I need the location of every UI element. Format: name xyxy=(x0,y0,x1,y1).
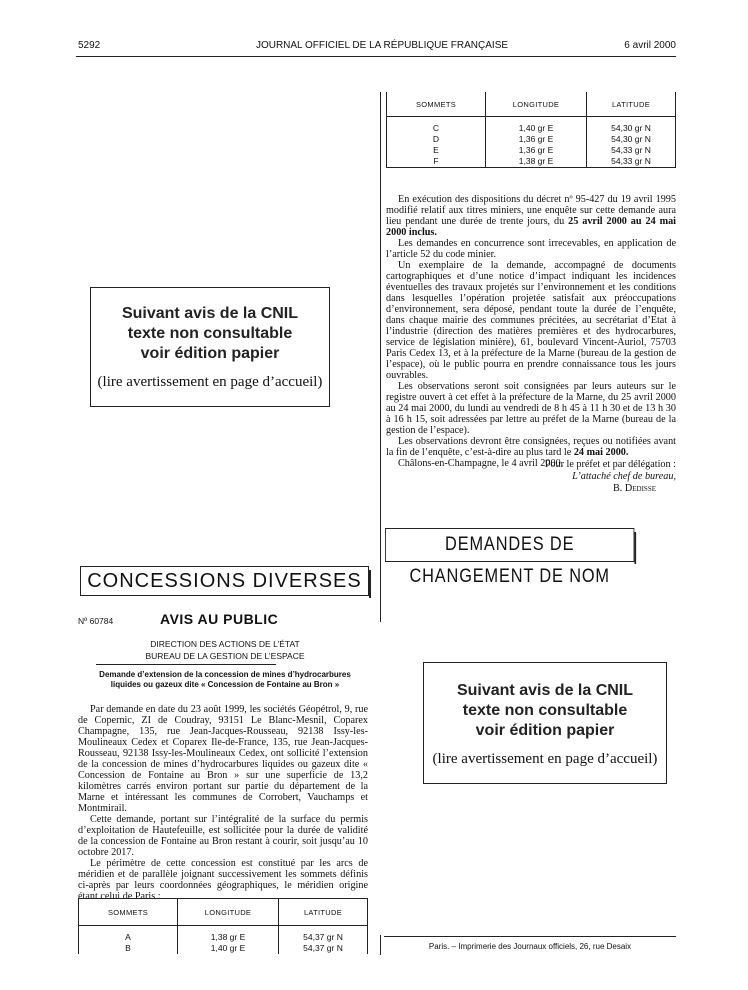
table-row: A 1,38 gr E 54,37 gr N xyxy=(79,932,368,943)
cnil-line-2: texte non consultable xyxy=(127,325,293,342)
section-heading-changement-de-nom: DEMANDES DE CHANGEMENT DE NOM xyxy=(385,528,634,562)
paragraph: Le périmètre de cette concession est constitué par les arcs de méridien et de parallèle joignant successivement les sommets définis ci-après par leurs coordonnées géographiques, le méridien origine étant celui de Paris : xyxy=(78,858,368,902)
paragraph: En exécution des dispositions du décret nº 95-427 du 19 avril 1995 modifié relatif aux titres miniers, une enquête sur cette demande aura lieu pendant une durée de trente jours, du 25 avril 2000 au 24 mai 2000 inclus. xyxy=(386,194,677,238)
cnil-line-1: Suivant avis de la CNIL xyxy=(456,682,634,699)
notice-bureau: BUREAU DE LA GESTION DE L’ESPACE xyxy=(145,651,305,661)
signature-title: L’attaché chef de bureau, xyxy=(572,471,676,482)
demande-text xyxy=(78,704,368,902)
top-coordinates-table xyxy=(386,92,676,168)
paragraph: Par demande en date du 23 août 1999, les sociétés Géopétrol, 9, rue de Copernic, ZI de Coudray, 93151 Le Blanc-Mesnil, Coparex Champagne, 135, rue Jean-Jacques-Rousseau, 92138 Issy-les-Moulineaux Cedex et Coparex Ile-de-France, 135, rue Jean-Jacques-Rousseau, 92138 Issy-les-Moulineaux Cedex, ont sollicité l’extension de la concession de mines d’hydrocarbures liquides ou gazeux dite « Concession de Fontaine au Bron » sur une superficie de 13,2 kilomètres carrés environ portant sur partie du département de la Marne et intéressant les communes de Corrobert, Vauchamps et Montmirail. xyxy=(78,704,368,814)
signature-name: B. Dedisse xyxy=(613,483,656,494)
signature-delegation: Pour le préfet et par délégation : xyxy=(544,459,676,470)
column-divider-bottom xyxy=(380,935,381,955)
cnil-line-3: voir édition papier xyxy=(140,345,280,362)
notice-subject: Demande d’extension de la concession de mines d’hydrocarbures liquides ou gazeux dite « Concession de Fontaine au Bron » xyxy=(99,670,351,689)
imprint: Paris. – Imprimerie des Journaux officiels, 26, rue Desaix xyxy=(428,942,632,951)
table-row: F 1,38 gr E 54,33 gr N xyxy=(387,156,676,168)
cnil-note: (lire avertissement en page d’accueil) xyxy=(432,751,658,767)
paragraph: Les observations seront soit consignées par leurs auteurs sur le registre ouvert à cet effet à la préfecture de la Marne, du 25 avril 2000 au 24 mai 2000, du lundi au vendredi de 8 h 45 à 11 h 30 et de 13 h 30 à 16 h 15, soit adressées par lettre au préfet de la Marne (bureau de la gestion de l’espace). xyxy=(386,381,676,436)
col-header-longitude: LONGITUDE xyxy=(178,899,279,926)
place-date: Châlons-en-Champagne, le 4 avril 2000. xyxy=(398,458,564,469)
notice-number: Nº 60784 xyxy=(78,616,114,626)
paragraph: Un exemplaire de la demande, accompagné de documents cartographiques et d’une notice d’impact indiquant les incidences éventuelles des travaux projetés sur l’environnement et les conditions dans lesquelles l’opération projetée satisfait aux préoccupations d’environnement, sera déposé, pendant toute la durée de l’enquête, dans chaque mairie des communes précitées, au secrétariat d’Etat à l’industrie (direction des matières premières et des hydrocarbures, service de législation minière), 61, boulevard Vincent-Auriol, 75703 Paris Cedex 13, et à la préfecture de la Marne (bureau de la gestion de l’espace), où le public pourra en prendre connaissance tous les jours ouvrables. xyxy=(386,260,676,381)
header-rule xyxy=(76,56,676,57)
page-number: 5292 xyxy=(78,40,101,51)
cnil-line-2: texte non consultable xyxy=(462,702,628,719)
table-row: D 1,36 gr E 54,30 gr N xyxy=(387,134,676,145)
column-divider xyxy=(380,92,381,622)
section-heading-concessions-diverses: CONCESSIONS DIVERSES xyxy=(80,566,369,596)
table-row: B 1,40 gr E 54,37 gr N xyxy=(79,943,368,954)
imprint-rule xyxy=(384,936,676,937)
col-header-sommets: SOMMETS xyxy=(387,92,486,117)
notice-rule xyxy=(96,664,276,665)
cnil-notice-left xyxy=(90,287,330,407)
issue-date: 6 avril 2000 xyxy=(624,40,676,51)
cnil-line-3: voir édition papier xyxy=(475,722,615,739)
notice-title: AVIS AU PUBLIC xyxy=(160,611,279,627)
col-header-latitude: LATITUDE xyxy=(587,92,676,117)
cnil-note: (lire avertissement en page d’accueil) xyxy=(97,374,323,390)
table-row: C 1,40 gr E 54,30 gr N xyxy=(387,123,676,134)
cnil-line-1: Suivant avis de la CNIL xyxy=(121,305,299,322)
col-header-sommets: SOMMETS xyxy=(79,899,178,926)
paragraph: Les observations devront être consignées, reçues ou notifiées avant la fin de l’enquête, c’est-à-dire au plus tard le 24 mai 2000. xyxy=(386,436,676,458)
cnil-notice-right xyxy=(423,662,667,784)
paragraph: Les demandes en concurrence sont irrecevables, en application de l’article 52 du code minier. xyxy=(386,238,676,260)
signature-block xyxy=(470,459,676,495)
paragraph: Cette demande, portant sur l’intégralité de la surface du permis d’exploitation de Hautefeuille, est sollicitée pour la durée de validité de la concession de Fontaine au Bron restant à courir, soit jusqu’au 10 octobre 2017. xyxy=(78,814,368,858)
notice-authority xyxy=(80,638,370,662)
table-row: E 1,36 gr E 54,33 gr N xyxy=(387,145,676,156)
journal-title: JOURNAL OFFICIEL DE LA RÉPUBLIQUE FRANÇAISE xyxy=(255,40,509,51)
col-header-longitude: LONGITUDE xyxy=(486,92,587,117)
col-header-latitude: LATITUDE xyxy=(279,899,368,926)
bottom-coordinates-table xyxy=(78,898,368,954)
enquete-text xyxy=(386,194,676,469)
notice-direction: DIRECTION DES ACTIONS DE L’ÉTAT xyxy=(150,639,300,649)
